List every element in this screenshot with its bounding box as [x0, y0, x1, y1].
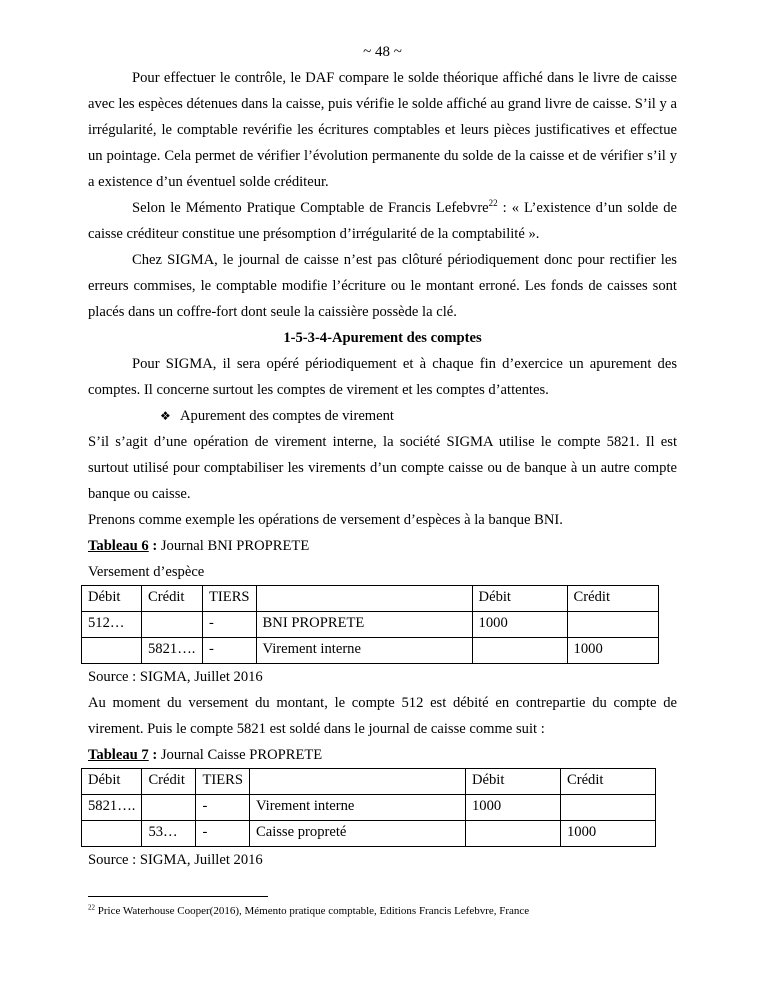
table6-subtitle: Versement d’espèce — [88, 564, 205, 580]
page-content — [88, 65, 677, 873]
table-cell — [465, 821, 560, 847]
table6-label: Tableau 6 — [88, 538, 149, 554]
header-cell: TIERS — [196, 769, 250, 795]
table-cell — [82, 638, 142, 664]
table6-source: Source : SIGMA, Juillet 2016 — [88, 669, 263, 685]
header-cell: Débit — [82, 586, 142, 612]
footnote — [88, 903, 688, 919]
paragraph-journal-caisse: Chez SIGMA, le journal de caisse n’est pas clôturé périodiquement donc pour rectifier les erreurs commises, le comptable modifie l’écriture ou le montant erroné. Les fonds de caisses sont placés dans un coffre-fort dont seule la caissière possède la clé. — [88, 252, 677, 320]
table-cell: - — [196, 795, 250, 821]
footnote-divider — [88, 896, 268, 897]
header-cell: TIERS — [203, 586, 257, 612]
table-cell: Virement interne — [249, 795, 465, 821]
header-cell: Débit — [465, 769, 560, 795]
header-cell: Crédit — [142, 769, 196, 795]
header-cell: Crédit — [142, 586, 203, 612]
table-cell: 53… — [142, 821, 196, 847]
diamond-bullet-icon: ❖ — [160, 409, 171, 423]
bullet-text: Apurement des comptes de virement — [180, 408, 394, 424]
table-cell: 1000 — [472, 612, 567, 638]
table-cell: - — [203, 612, 257, 638]
memento-text: Selon le Mémento Pratique Comptable de Francis Lefebvre — [132, 200, 489, 216]
footnote-number: 22 — [88, 903, 95, 912]
table-cell: BNI PROPRETE — [256, 612, 472, 638]
table7-label: Tableau 7 — [88, 747, 149, 763]
table-cell — [560, 795, 655, 821]
table6-colon: : — [148, 538, 158, 554]
table-header-row — [82, 769, 656, 795]
paragraph-virement: S’il s’agit d’une opération de virement interne, la société SIGMA utilise le compte 5821. Il est surtout utilisé pour comptabiliser les virements d’un compte caisse ou de banque à un autre compte banque ou caisse. — [88, 434, 677, 502]
header-cell: Débit — [472, 586, 567, 612]
table7-caption — [88, 742, 677, 768]
table6 — [81, 585, 659, 664]
table7-source: Source : SIGMA, Juillet 2016 — [88, 852, 263, 868]
table7-title: Journal Caisse PROPRETE — [157, 747, 323, 763]
table7 — [81, 768, 656, 847]
header-cell: Crédit — [567, 586, 658, 612]
table6-title: Journal BNI PROPRETE — [157, 538, 310, 554]
table-cell — [142, 795, 196, 821]
table-row — [82, 821, 656, 847]
table-cell: 1000 — [560, 821, 655, 847]
paragraph-versement: Au moment du versement du montant, le compte 512 est débité en contrepartie du compte de virement. Puis le compte 5821 est soldé dans le journal de caisse comme suit : — [88, 695, 677, 737]
page-number: ~ 48 ~ — [363, 44, 402, 60]
table-cell: - — [196, 821, 250, 847]
table-cell — [82, 821, 142, 847]
table-cell: 5821…. — [142, 638, 203, 664]
section-heading: 1-5-3-4-Apurement des comptes — [283, 330, 482, 346]
table-cell — [472, 638, 567, 664]
table-cell: Caisse propreté — [249, 821, 465, 847]
header-cell — [249, 769, 465, 795]
memento-quote: : « L’existence d’un solde de caisse créditeur constitue une présomption d’irrégularité de la comptabilité ». — [88, 200, 677, 242]
table6-caption — [88, 533, 677, 559]
table-header-row — [82, 586, 659, 612]
table-cell — [567, 612, 658, 638]
table7-colon: : — [148, 747, 158, 763]
footnote-text: Price Waterhouse Cooper(2016), Mémento pratique comptable, Editions Francis Lefebvre, France — [95, 905, 530, 917]
table-cell: - — [203, 638, 257, 664]
paragraph-apurement: Pour SIGMA, il sera opéré périodiquement et à chaque fin d’exercice un apurement des comptes. Il concerne surtout les comptes de virement et les comptes d’attentes. — [88, 356, 677, 398]
paragraph-controle: Pour effectuer le contrôle, le DAF compare le solde théorique affiché dans le livre de caisse avec les espèces détenues dans la caisse, puis vérifie le solde affiché au grand livre de caisse. S’il y a irrégularité, le comptable revérifie les écritures comptables et leurs pièces justificatives et effectue un pointage. Cela permet de vérifier l’évolution permanente du solde de la caisse et de vérifier s’il y a existence d’un éventuel solde créditeur. — [88, 70, 677, 190]
table-cell: 1000 — [465, 795, 560, 821]
table-cell — [142, 612, 203, 638]
table-row — [82, 795, 656, 821]
paragraph-memento — [88, 195, 677, 247]
table-cell: 5821…. — [82, 795, 142, 821]
header-cell: Crédit — [560, 769, 655, 795]
paragraph-exemple: Prenons comme exemple les opérations de versement d’espèces à la banque BNI. — [88, 512, 563, 528]
header-cell: Débit — [82, 769, 142, 795]
footnote-ref[interactable]: 22 — [488, 198, 498, 209]
table-row — [82, 612, 659, 638]
table-row — [82, 638, 659, 664]
table-cell: 512… — [82, 612, 142, 638]
table-cell: Virement interne — [256, 638, 472, 664]
bullet-item — [88, 403, 677, 429]
table-cell: 1000 — [567, 638, 658, 664]
header-cell — [256, 586, 472, 612]
